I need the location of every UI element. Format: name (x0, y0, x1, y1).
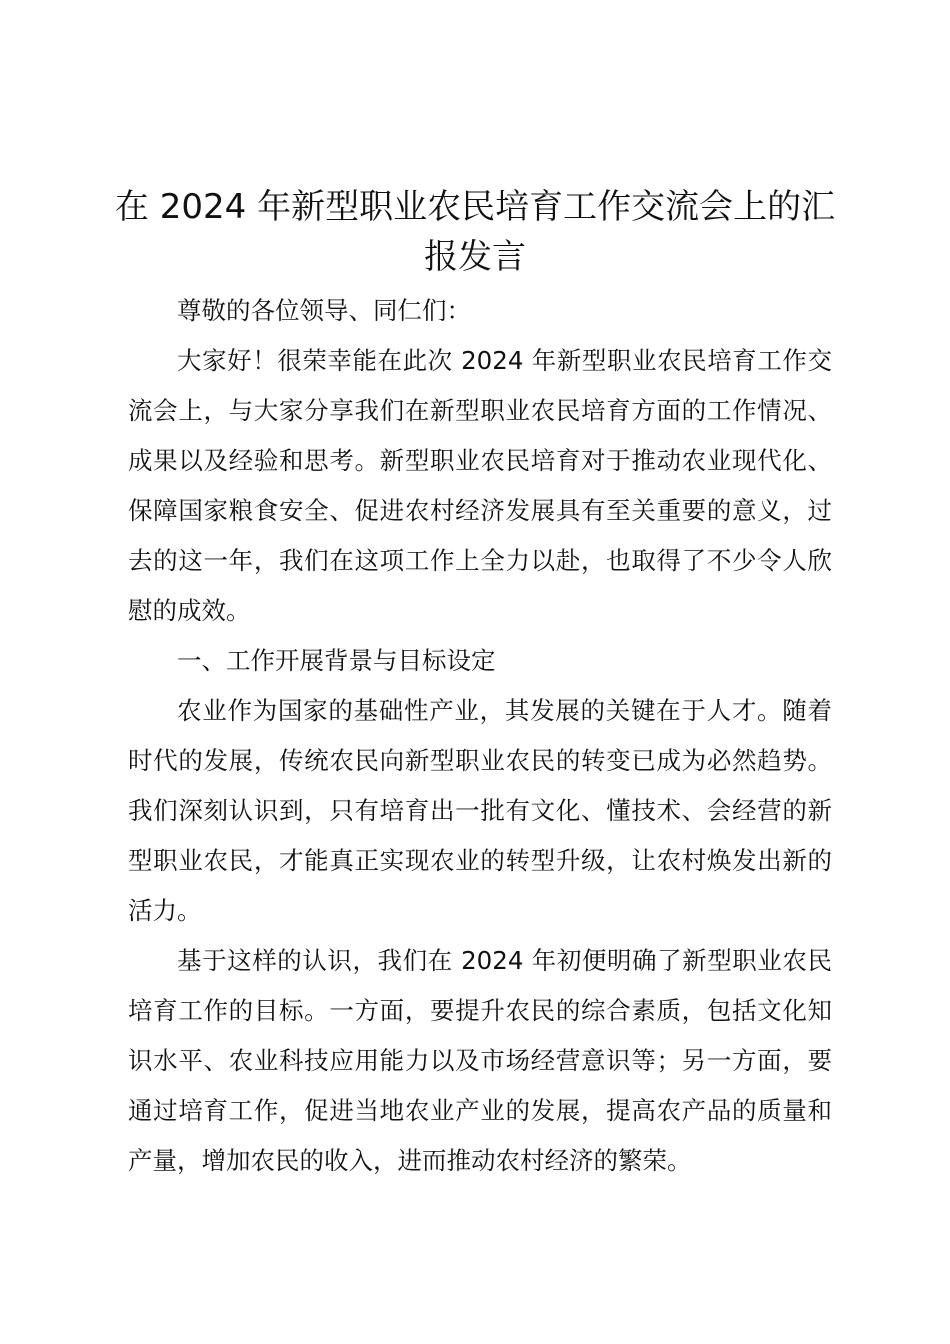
document-title: 在 2024 年新型职业农民培育工作交流会上的汇报发言 (114, 187, 836, 277)
paragraph-background: 农业作为国家的基础性产业，其发展的关键在于人才。随着时代的发展，传统农民向新型职业农民的转变已成为必然趋势。我们深刻认识到，只有培育出一批有文化、懂技术、会经营的新型职业农民，才能真正实现农业的转型升级，让农村焕发出新的活力。 (128, 696, 832, 925)
paragraph-intro: 大家好！很荣幸能在此次 2024 年新型职业农民培育工作交流会上，与大家分享我们在新型职业农民培育方面的工作情况、成果以及经验和思考。新型职业农民培育对于推动农业现代化、保障国家粮食安全、促进农村经济发展具有至关重要的意义，过去的这一年，我们在这项工作上全力以赴，也取得了不少令人欣慰的成效。 (128, 346, 832, 625)
salutation: 尊敬的各位领导、同仁们： (177, 296, 471, 325)
section-heading: 一、工作开展背景与目标设定 (177, 646, 496, 675)
document-body (128, 286, 832, 1186)
paragraph-goals: 基于这样的认识，我们在 2024 年初便明确了新型职业农民培育工作的目标。一方面，要提升农民的综合素质，包括文化知识水平、农业科技应用能力以及市场经营意识等；另一方面，要通过培育工作，促进当地农业产业的发展，提高农产品的质量和产量，增加农民的收入，进而推动农村经济的繁荣。 (128, 946, 832, 1175)
